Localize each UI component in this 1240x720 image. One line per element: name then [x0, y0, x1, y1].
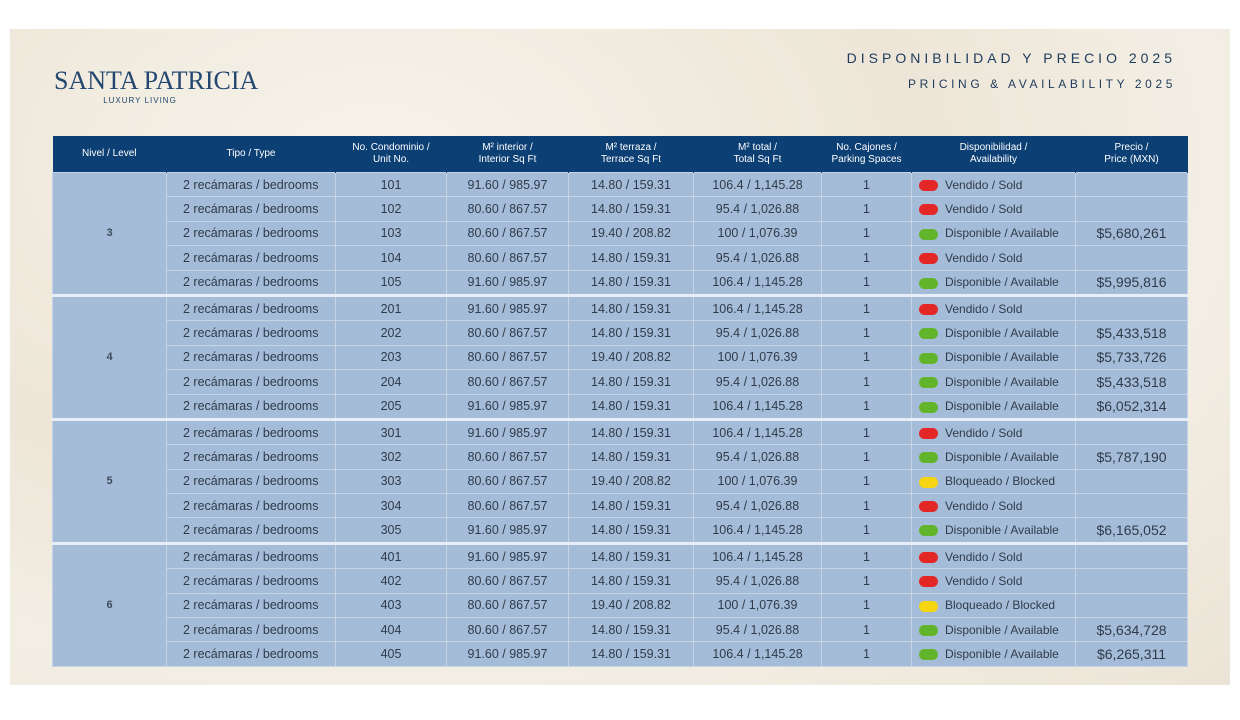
column-header-price — [1076, 136, 1188, 173]
column-header-interior-area — [447, 136, 569, 173]
column-header-availability — [912, 136, 1076, 173]
unit-cell: 104 — [336, 246, 447, 270]
price-cell — [1076, 173, 1188, 197]
price-cell — [1076, 197, 1188, 221]
availability-cell — [912, 345, 1076, 369]
availability-label: Disponible / Available — [945, 399, 1059, 414]
status-blocked-icon — [919, 601, 938, 612]
total-cell: 106.4 / 1,145.28 — [694, 543, 822, 568]
total-cell: 106.4 / 1,145.28 — [694, 518, 822, 543]
unit-cell: 402 — [336, 569, 447, 593]
terrace-cell: 19.40 / 208.82 — [569, 345, 694, 369]
parking-cell: 1 — [822, 321, 912, 345]
type-cell: 2 recámaras / bedrooms — [167, 494, 336, 518]
availability-cell — [912, 445, 1076, 469]
price-cell: $5,680,261 — [1076, 221, 1188, 245]
table-header-row — [53, 136, 1188, 173]
level-cell: 6 — [53, 543, 167, 666]
table-row — [53, 543, 1188, 568]
type-cell: 2 recámaras / bedrooms — [167, 173, 336, 197]
availability-cell — [912, 173, 1076, 197]
terrace-cell: 14.80 / 159.31 — [569, 642, 694, 666]
column-header-parking-spaces — [822, 136, 912, 173]
unit-cell: 101 — [336, 173, 447, 197]
level-cell: 4 — [53, 295, 167, 419]
interior-cell: 80.60 / 867.57 — [447, 593, 569, 617]
parking-cell: 1 — [822, 197, 912, 221]
price-cell — [1076, 569, 1188, 593]
column-header-line: Tipo / Type — [226, 148, 276, 159]
availability-label: Vendido / Sold — [945, 498, 1023, 513]
total-cell: 100 / 1,076.39 — [694, 469, 822, 493]
availability-cell — [912, 618, 1076, 642]
total-cell: 106.4 / 1,145.28 — [694, 270, 822, 295]
price-cell: $6,052,314 — [1076, 394, 1188, 419]
table-row — [53, 345, 1188, 369]
unit-cell: 105 — [336, 270, 447, 295]
type-cell: 2 recámaras / bedrooms — [167, 593, 336, 617]
price-cell: $6,265,311 — [1076, 642, 1188, 666]
parking-cell: 1 — [822, 494, 912, 518]
status-sold-icon — [919, 253, 938, 264]
total-cell: 95.4 / 1,026.88 — [694, 197, 822, 221]
parking-cell: 1 — [822, 173, 912, 197]
type-cell: 2 recámaras / bedrooms — [167, 518, 336, 543]
total-cell: 100 / 1,076.39 — [694, 593, 822, 617]
column-header-level — [53, 136, 167, 173]
unit-cell: 304 — [336, 494, 447, 518]
availability-cell — [912, 569, 1076, 593]
availability-cell — [912, 593, 1076, 617]
status-available-icon — [919, 229, 938, 240]
unit-cell: 404 — [336, 618, 447, 642]
terrace-cell: 14.80 / 159.31 — [569, 173, 694, 197]
availability-label: Disponible / Available — [945, 275, 1059, 290]
column-header-line: No. Condominio / — [352, 142, 430, 153]
interior-cell: 91.60 / 985.97 — [447, 642, 569, 666]
type-cell: 2 recámaras / bedrooms — [167, 295, 336, 320]
type-cell: 2 recámaras / bedrooms — [167, 197, 336, 221]
parking-cell: 1 — [822, 419, 912, 444]
parking-cell: 1 — [822, 642, 912, 666]
type-cell: 2 recámaras / bedrooms — [167, 469, 336, 493]
interior-cell: 80.60 / 867.57 — [447, 618, 569, 642]
status-available-icon — [919, 278, 938, 289]
total-cell: 106.4 / 1,145.28 — [694, 295, 822, 320]
parking-cell: 1 — [822, 518, 912, 543]
total-cell: 106.4 / 1,145.28 — [694, 173, 822, 197]
type-cell: 2 recámaras / bedrooms — [167, 370, 336, 394]
unit-cell: 203 — [336, 345, 447, 369]
availability-cell — [912, 221, 1076, 245]
interior-cell: 91.60 / 985.97 — [447, 543, 569, 568]
parking-cell: 1 — [822, 221, 912, 245]
type-cell: 2 recámaras / bedrooms — [167, 394, 336, 419]
availability-label: Disponible / Available — [945, 350, 1059, 365]
table-row — [53, 295, 1188, 320]
type-cell: 2 recámaras / bedrooms — [167, 618, 336, 642]
interior-cell: 80.60 / 867.57 — [447, 221, 569, 245]
availability-label: Disponible / Available — [945, 449, 1059, 464]
total-cell: 106.4 / 1,145.28 — [694, 642, 822, 666]
availability-label: Bloqueado / Blocked — [945, 474, 1056, 489]
table-row — [53, 642, 1188, 666]
price-cell — [1076, 543, 1188, 568]
column-header-type — [167, 136, 336, 173]
interior-cell: 80.60 / 867.57 — [447, 445, 569, 469]
brand-tagline: LUXURY LIVING — [103, 96, 177, 105]
unit-cell: 202 — [336, 321, 447, 345]
terrace-cell: 14.80 / 159.31 — [569, 419, 694, 444]
type-cell: 2 recámaras / bedrooms — [167, 543, 336, 568]
interior-cell: 91.60 / 985.97 — [447, 173, 569, 197]
availability-label: Bloqueado / Blocked — [945, 598, 1056, 613]
type-cell: 2 recámaras / bedrooms — [167, 221, 336, 245]
interior-cell: 91.60 / 985.97 — [447, 295, 569, 320]
column-header-line: Parking Spaces — [831, 154, 902, 165]
parking-cell: 1 — [822, 295, 912, 320]
type-cell: 2 recámaras / bedrooms — [167, 642, 336, 666]
pricing-table — [52, 136, 1188, 667]
status-sold-icon — [919, 304, 938, 315]
status-available-icon — [919, 625, 938, 636]
table-row — [53, 246, 1188, 270]
total-cell: 95.4 / 1,026.88 — [694, 494, 822, 518]
parking-cell: 1 — [822, 394, 912, 419]
column-header-line: M² terraza / — [605, 142, 657, 153]
unit-cell: 102 — [336, 197, 447, 221]
type-cell: 2 recámaras / bedrooms — [167, 569, 336, 593]
interior-cell: 80.60 / 867.57 — [447, 469, 569, 493]
interior-cell: 91.60 / 985.97 — [447, 419, 569, 444]
availability-label: Disponible / Available — [945, 523, 1059, 538]
availability-cell — [912, 370, 1076, 394]
total-cell: 106.4 / 1,145.28 — [694, 419, 822, 444]
price-cell — [1076, 295, 1188, 320]
table-row — [53, 197, 1188, 221]
table-row — [53, 445, 1188, 469]
table-row — [53, 593, 1188, 617]
price-cell: $5,634,728 — [1076, 618, 1188, 642]
page-title-spanish: DISPONIBILIDAD Y PRECIO 2025 — [846, 50, 1176, 66]
table-row — [53, 469, 1188, 493]
unit-cell: 103 — [336, 221, 447, 245]
availability-label: Vendido / Sold — [945, 425, 1023, 440]
column-header-line: Precio / — [1114, 142, 1149, 153]
table-row — [53, 173, 1188, 197]
type-cell: 2 recámaras / bedrooms — [167, 270, 336, 295]
interior-cell: 80.60 / 867.57 — [447, 569, 569, 593]
unit-cell: 205 — [336, 394, 447, 419]
total-cell: 106.4 / 1,145.28 — [694, 394, 822, 419]
availability-label: Vendido / Sold — [945, 177, 1023, 192]
status-available-icon — [919, 649, 938, 660]
column-header-line: Availability — [969, 154, 1018, 165]
status-available-icon — [919, 452, 938, 463]
total-cell: 95.4 / 1,026.88 — [694, 321, 822, 345]
parking-cell: 1 — [822, 270, 912, 295]
availability-label: Vendido / Sold — [945, 573, 1023, 588]
status-sold-icon — [919, 501, 938, 512]
level-cell: 3 — [53, 173, 167, 296]
table-row — [53, 321, 1188, 345]
availability-cell — [912, 543, 1076, 568]
interior-cell: 80.60 / 867.57 — [447, 370, 569, 394]
table-row — [53, 518, 1188, 543]
price-cell: $5,995,816 — [1076, 270, 1188, 295]
unit-cell: 204 — [336, 370, 447, 394]
unit-cell: 303 — [336, 469, 447, 493]
table-body — [53, 173, 1188, 667]
availability-label: Disponible / Available — [945, 622, 1059, 637]
terrace-cell: 14.80 / 159.31 — [569, 445, 694, 469]
interior-cell: 91.60 / 985.97 — [447, 270, 569, 295]
availability-label: Disponible / Available — [945, 326, 1059, 341]
column-header-line: M² total / — [738, 142, 777, 153]
terrace-cell: 14.80 / 159.31 — [569, 494, 694, 518]
terrace-cell: 14.80 / 159.31 — [569, 370, 694, 394]
brand-name: SANTA PATRICIA — [54, 66, 259, 95]
total-cell: 95.4 / 1,026.88 — [694, 246, 822, 270]
price-cell — [1076, 419, 1188, 444]
brand-logo — [54, 68, 258, 105]
table-row — [53, 618, 1188, 642]
terrace-cell: 14.80 / 159.31 — [569, 197, 694, 221]
parking-cell: 1 — [822, 445, 912, 469]
table-row — [53, 370, 1188, 394]
availability-cell — [912, 394, 1076, 419]
terrace-cell: 14.80 / 159.31 — [569, 543, 694, 568]
unit-cell: 405 — [336, 642, 447, 666]
parking-cell: 1 — [822, 543, 912, 568]
column-header-line: Nivel / Level — [82, 148, 137, 159]
column-header-line: Terrace Sq Ft — [600, 154, 662, 165]
availability-label: Disponible / Available — [945, 226, 1059, 241]
price-cell — [1076, 593, 1188, 617]
price-cell — [1076, 469, 1188, 493]
interior-cell: 80.60 / 867.57 — [447, 246, 569, 270]
availability-label: Vendido / Sold — [945, 301, 1023, 316]
column-header-total-area — [694, 136, 822, 173]
terrace-cell: 14.80 / 159.31 — [569, 295, 694, 320]
terrace-cell: 14.80 / 159.31 — [569, 321, 694, 345]
availability-cell — [912, 270, 1076, 295]
parking-cell: 1 — [822, 618, 912, 642]
price-cell: $6,165,052 — [1076, 518, 1188, 543]
total-cell: 100 / 1,076.39 — [694, 345, 822, 369]
availability-cell — [912, 518, 1076, 543]
total-cell: 95.4 / 1,026.88 — [694, 569, 822, 593]
unit-cell: 401 — [336, 543, 447, 568]
type-cell: 2 recámaras / bedrooms — [167, 246, 336, 270]
terrace-cell: 19.40 / 208.82 — [569, 469, 694, 493]
column-header-terrace-area — [569, 136, 694, 173]
terrace-cell: 19.40 / 208.82 — [569, 221, 694, 245]
status-sold-icon — [919, 180, 938, 191]
parking-cell: 1 — [822, 370, 912, 394]
column-header-line: M² interior / — [482, 142, 533, 153]
table-row — [53, 221, 1188, 245]
availability-label: Disponible / Available — [945, 374, 1059, 389]
total-cell: 100 / 1,076.39 — [694, 221, 822, 245]
total-cell: 95.4 / 1,026.88 — [694, 370, 822, 394]
status-available-icon — [919, 377, 938, 388]
terrace-cell: 14.80 / 159.31 — [569, 394, 694, 419]
terrace-cell: 14.80 / 159.31 — [569, 518, 694, 543]
availability-cell — [912, 321, 1076, 345]
total-cell: 95.4 / 1,026.88 — [694, 618, 822, 642]
availability-cell — [912, 246, 1076, 270]
availability-cell — [912, 295, 1076, 320]
total-cell: 95.4 / 1,026.88 — [694, 445, 822, 469]
availability-cell — [912, 642, 1076, 666]
parking-cell: 1 — [822, 246, 912, 270]
status-available-icon — [919, 353, 938, 364]
status-blocked-icon — [919, 477, 938, 488]
terrace-cell: 14.80 / 159.31 — [569, 246, 694, 270]
column-header-line: Interior Sq Ft — [478, 154, 537, 165]
interior-cell: 80.60 / 867.57 — [447, 345, 569, 369]
price-cell — [1076, 494, 1188, 518]
table-row — [53, 394, 1188, 419]
terrace-cell: 14.80 / 159.31 — [569, 569, 694, 593]
table-row — [53, 569, 1188, 593]
status-available-icon — [919, 328, 938, 339]
type-cell: 2 recámaras / bedrooms — [167, 419, 336, 444]
interior-cell: 80.60 / 867.57 — [447, 321, 569, 345]
availability-label: Disponible / Available — [945, 647, 1059, 662]
terrace-cell: 14.80 / 159.31 — [569, 270, 694, 295]
status-available-icon — [919, 525, 938, 536]
unit-cell: 301 — [336, 419, 447, 444]
terrace-cell: 14.80 / 159.31 — [569, 618, 694, 642]
column-header-line: Total Sq Ft — [733, 154, 782, 165]
status-sold-icon — [919, 204, 938, 215]
type-cell: 2 recámaras / bedrooms — [167, 321, 336, 345]
parking-cell: 1 — [822, 569, 912, 593]
page-title-english: PRICING & AVAILABILITY 2025 — [908, 77, 1176, 91]
status-sold-icon — [919, 552, 938, 563]
parking-cell: 1 — [822, 469, 912, 493]
interior-cell: 80.60 / 867.57 — [447, 197, 569, 221]
unit-cell: 201 — [336, 295, 447, 320]
unit-cell: 302 — [336, 445, 447, 469]
terrace-cell: 19.40 / 208.82 — [569, 593, 694, 617]
column-header-unit-no — [336, 136, 447, 173]
status-sold-icon — [919, 576, 938, 587]
price-cell: $5,433,518 — [1076, 321, 1188, 345]
column-header-line: No. Cajones / — [836, 142, 897, 153]
unit-cell: 305 — [336, 518, 447, 543]
availability-label: Vendido / Sold — [945, 250, 1023, 265]
availability-cell — [912, 494, 1076, 518]
price-cell: $5,433,518 — [1076, 370, 1188, 394]
price-cell: $5,787,190 — [1076, 445, 1188, 469]
availability-cell — [912, 197, 1076, 221]
status-sold-icon — [919, 428, 938, 439]
availability-label: Vendido / Sold — [945, 202, 1023, 217]
table-row — [53, 419, 1188, 444]
availability-cell — [912, 419, 1076, 444]
unit-cell: 403 — [336, 593, 447, 617]
status-available-icon — [919, 402, 938, 413]
column-header-line: Unit No. — [372, 154, 410, 165]
type-cell: 2 recámaras / bedrooms — [167, 445, 336, 469]
interior-cell: 91.60 / 985.97 — [447, 394, 569, 419]
column-header-line: Price (MXN) — [1104, 154, 1159, 165]
table-row — [53, 270, 1188, 295]
interior-cell: 91.60 / 985.97 — [447, 518, 569, 543]
table-row — [53, 494, 1188, 518]
column-header-line: Disponibilidad / — [959, 142, 1028, 153]
parking-cell: 1 — [822, 345, 912, 369]
availability-cell — [912, 469, 1076, 493]
parking-cell: 1 — [822, 593, 912, 617]
level-cell: 5 — [53, 419, 167, 543]
price-cell — [1076, 246, 1188, 270]
availability-label: Vendido / Sold — [945, 549, 1023, 564]
interior-cell: 80.60 / 867.57 — [447, 494, 569, 518]
price-cell: $5,733,726 — [1076, 345, 1188, 369]
type-cell: 2 recámaras / bedrooms — [167, 345, 336, 369]
